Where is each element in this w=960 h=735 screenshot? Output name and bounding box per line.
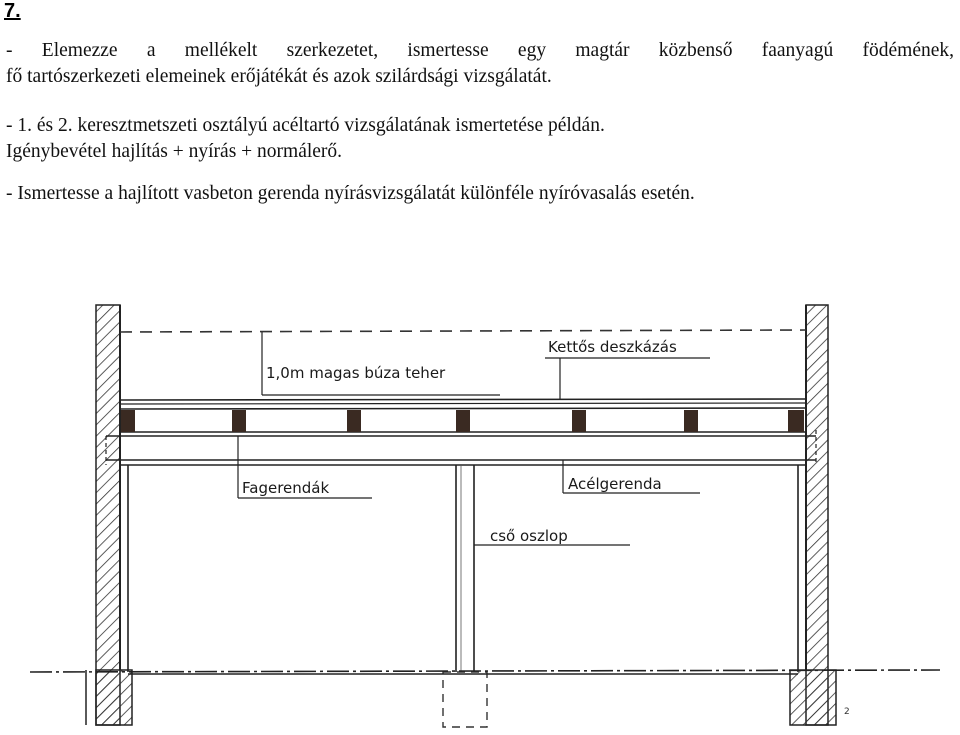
timber-beam-row [120,410,806,432]
label-timber-beams: Fagerendák [242,479,330,497]
left-wall [86,305,132,725]
column-footing [443,672,487,727]
page-mark: 2 [844,707,850,717]
tube-column [456,465,474,672]
task-number: 7. [4,0,21,22]
label-tube-column: cső oszlop [490,527,568,545]
label-grain-load: 1,0m magas búza teher [266,364,446,382]
right-wall [790,305,836,725]
double-boarding [120,399,806,409]
paragraph-2-line-2: Igénybevétel hajlítás + nyírás + normálerő. [6,141,343,162]
paragraph-1-line-2: fő tartószerkezeti elemeinek erőjátékát és azok szilárdsági vizsgálatát. [6,66,552,87]
label-steel-beam: Acélgerenda [568,475,662,493]
paragraph-2-line-1: - 1. és 2. keresztmetszeti osztályú acéltartó vizsgálatának ismertetése példán. [6,115,605,136]
load-top-line [120,330,806,332]
paragraph-3-line-1: - Ismertesse a hajlított vasbeton gerenda nyírásvizsgálatát különféle nyíróvasalás esetén. [6,183,695,204]
steel-beam [106,430,816,465]
paragraph-1-line-1: - Elemezze a mellékelt szerkezetet, ismertesse egy magtár közbenső faanyagú födémének, [6,40,954,61]
label-double-boarding: Kettős deszkázás [548,338,677,356]
